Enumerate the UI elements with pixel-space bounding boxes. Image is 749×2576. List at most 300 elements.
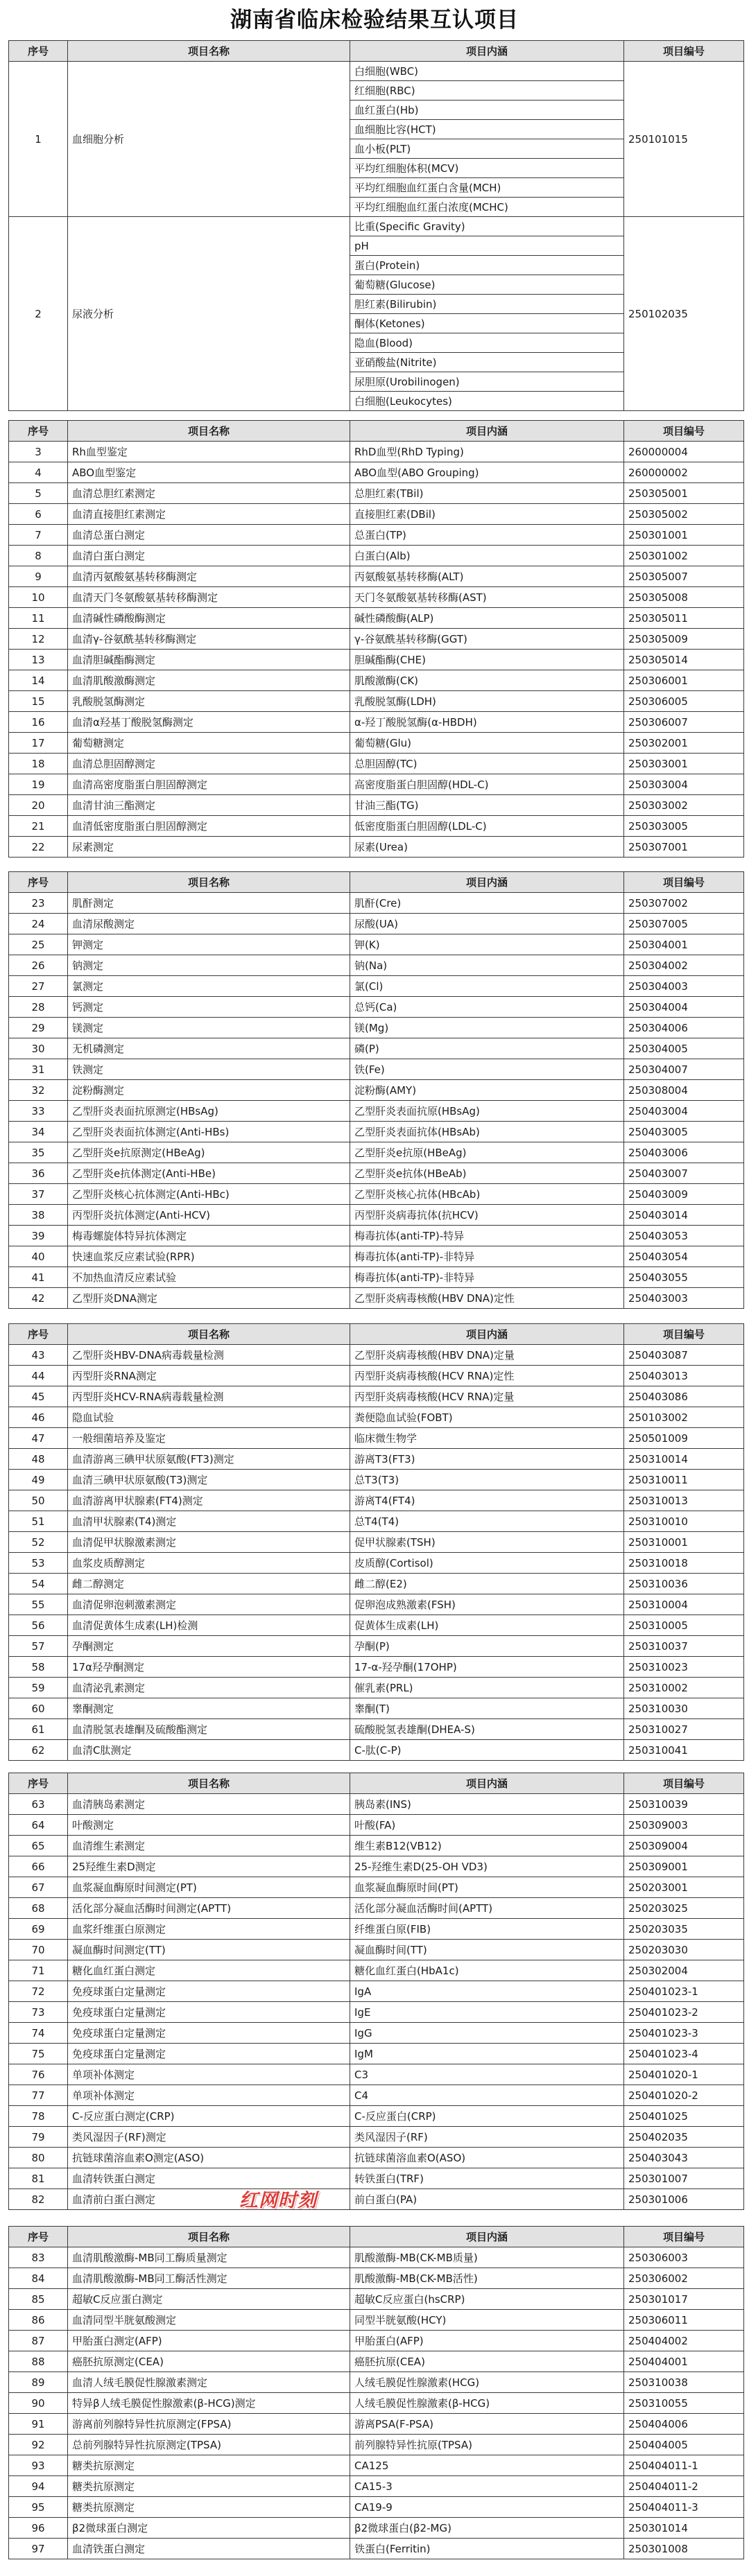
item-code: 250310037 (624, 1636, 743, 1656)
item-code: 250401023-3 (624, 2023, 743, 2043)
row-number: 73 (9, 2002, 67, 2022)
item-name: 凝血酶时间测定(TT) (68, 1940, 350, 1960)
page-title: 湖南省临床检验结果互认项目 (230, 8, 519, 33)
row-number: 33 (9, 1101, 67, 1121)
row-number: 48 (9, 1449, 67, 1469)
header-item-code: 项目编号 (624, 1773, 743, 1793)
row-number: 3 (9, 442, 67, 462)
item-content: 促卵泡成熟激素(FSH) (350, 1594, 623, 1615)
item-code: 250305002 (624, 504, 743, 524)
item-code: 260000002 (624, 462, 743, 482)
row-number: 91 (9, 2414, 67, 2434)
item-code: 250303005 (624, 816, 743, 836)
item-name: 糖类抗原测定 (68, 2497, 350, 2517)
row-number: 15 (9, 691, 67, 711)
item-name: 血浆凝血酶原时间测定(PT) (68, 1877, 350, 1897)
header-item-code: 项目编号 (624, 872, 743, 892)
item-content: 前白蛋白(PA) (350, 2189, 623, 2209)
row-number: 47 (9, 1428, 67, 1448)
item-content: 直接胆红素(DBil) (350, 504, 623, 524)
item-code: 250303004 (624, 774, 743, 794)
item-code: 250305001 (624, 483, 743, 503)
item-content: 游离T4(FT4) (350, 1490, 623, 1511)
item-content: 梅毒抗体(anti-TP)-非特异 (350, 1267, 623, 1287)
item-content: 平均红细胞血红蛋白浓度(MCHC) (350, 198, 623, 216)
item-code: 250302004 (624, 1960, 743, 1981)
row-number: 6 (9, 504, 67, 524)
row-number: 71 (9, 1960, 67, 1981)
item-code: 250203025 (624, 1898, 743, 1918)
item-code: 250301007 (624, 2168, 743, 2188)
item-name: 血清肌酸激酶测定 (68, 670, 350, 690)
item-content: 丙氨酸氨基转移酶(ALT) (350, 566, 623, 586)
row-number: 50 (9, 1490, 67, 1511)
row-number: 25 (9, 934, 67, 955)
item-content: CA15-3 (350, 2476, 623, 2496)
item-name: 血清甲状腺素(T4)测定 (68, 1511, 350, 1531)
item-name: 糖类抗原测定 (68, 2476, 350, 2496)
header-item-content: 项目内涵 (350, 421, 623, 441)
row-number: 42 (9, 1288, 67, 1308)
item-content: C-肽(C-P) (350, 1740, 623, 1760)
row-number: 54 (9, 1574, 67, 1594)
item-content: 肌酸激酶-MB(CK-MB活性) (350, 2268, 623, 2288)
row-number: 7 (9, 525, 67, 545)
row-number: 60 (9, 1698, 67, 1718)
header-no: 序号 (9, 421, 67, 441)
table-block (8, 2226, 744, 2559)
header-no: 序号 (9, 872, 67, 892)
item-name: 血清同型半胱氨酸测定 (68, 2310, 350, 2330)
row-number: 57 (9, 1636, 67, 1656)
item-content: 总胆固醇(TC) (350, 754, 623, 774)
item-code: 250403055 (624, 1267, 743, 1287)
header-no: 序号 (9, 41, 67, 61)
item-name: 丙型肝炎HCV-RNA病毒载量检测 (68, 1386, 350, 1407)
item-name: 血清前白蛋白测定 (68, 2189, 350, 2209)
item-content: ABO血型(ABO Grouping) (350, 462, 623, 482)
item-content: 癌胚抗原(CEA) (350, 2351, 623, 2372)
item-content: 淀粉酶(AMY) (350, 1080, 623, 1100)
item-code: 250403005 (624, 1122, 743, 1142)
header-item-code: 项目编号 (624, 1324, 743, 1344)
item-content: 白细胞(Leukocytes) (350, 392, 623, 410)
header-item-name: 项目名称 (68, 1773, 350, 1793)
row-number: 18 (9, 754, 67, 774)
row-number: 41 (9, 1267, 67, 1287)
item-content: RhD血型(RhD Typing) (350, 442, 623, 462)
item-name: 血清促卵泡刺激素测定 (68, 1594, 350, 1615)
watermark-logo-text: 红网时刻 (239, 2190, 317, 2211)
row-number: 83 (9, 2247, 67, 2268)
item-name: 免疫球蛋白定量测定 (68, 2023, 350, 2043)
item-code: 260000004 (624, 442, 743, 462)
header-no: 序号 (9, 1773, 67, 1793)
item-content: 白蛋白(Alb) (350, 546, 623, 566)
row-number: 1 (9, 62, 67, 216)
item-code: 250305009 (624, 629, 743, 649)
item-name: 活化部分凝血活酶时间测定(APTT) (68, 1898, 350, 1918)
item-code: 250310055 (624, 2393, 743, 2413)
row-number: 8 (9, 546, 67, 566)
item-name: 乙型肝炎表面抗原测定(HBsAg) (68, 1101, 350, 1121)
item-content: 葡萄糖(Glu) (350, 733, 623, 753)
item-code: 250305008 (624, 587, 743, 607)
row-number: 69 (9, 1919, 67, 1939)
row-number: 76 (9, 2064, 67, 2085)
item-content: 丙型肝炎病毒核酸(HCV RNA)定量 (350, 1386, 623, 1407)
table-block (8, 40, 744, 411)
item-content: 总钙(Ca) (350, 997, 623, 1017)
item-code: 250301002 (624, 546, 743, 566)
item-code: 250310004 (624, 1594, 743, 1615)
header-item-name: 项目名称 (68, 872, 350, 892)
item-content: 乙型肝炎病毒核酸(HBV DNA)定性 (350, 1288, 623, 1308)
item-content: 游离T3(FT3) (350, 1449, 623, 1469)
item-content: 类风湿因子(RF) (350, 2127, 623, 2147)
row-number: 68 (9, 1898, 67, 1918)
item-content: 肌酸激酶(CK) (350, 670, 623, 690)
row-number: 80 (9, 2148, 67, 2168)
item-content: 人绒毛膜促性腺激素(HCG) (350, 2372, 623, 2392)
row-number: 85 (9, 2289, 67, 2309)
item-name: 血清总胆红素测定 (68, 483, 350, 503)
row-number: 34 (9, 1122, 67, 1142)
item-code: 250403086 (624, 1386, 743, 1407)
item-code: 250404005 (624, 2435, 743, 2455)
item-content: 肌酐(Cre) (350, 893, 623, 913)
header-item-code: 项目编号 (624, 2227, 743, 2247)
item-name: 血浆皮质醇测定 (68, 1553, 350, 1573)
item-name: 叶酸测定 (68, 1815, 350, 1835)
item-name: 隐血试验 (68, 1407, 350, 1427)
item-name: 乙型肝炎e抗体测定(Anti-HBe) (68, 1163, 350, 1183)
item-name: 丙型肝炎抗体测定(Anti-HCV) (68, 1205, 350, 1225)
item-name: 乙型肝炎核心抗体测定(Anti-HBc) (68, 1184, 350, 1204)
row-number: 45 (9, 1386, 67, 1407)
row-number: 65 (9, 1836, 67, 1856)
item-content: 乙型肝炎表面抗体(HBsAb) (350, 1122, 623, 1142)
item-code: 250310041 (624, 1740, 743, 1760)
item-code: 250303002 (624, 795, 743, 815)
item-code: 250403087 (624, 1345, 743, 1365)
item-content: 甲胎蛋白(AFP) (350, 2331, 623, 2351)
row-number: 21 (9, 816, 67, 836)
row-number: 22 (9, 837, 67, 857)
header-item-name: 项目名称 (68, 1324, 350, 1344)
item-code: 250309003 (624, 1815, 743, 1835)
item-content: 总T4(T4) (350, 1511, 623, 1531)
row-number: 43 (9, 1345, 67, 1365)
item-code: 250404001 (624, 2351, 743, 2372)
item-name: 血清白蛋白测定 (68, 546, 350, 566)
item-code: 250103002 (624, 1407, 743, 1427)
item-name: 血清促黄体生成素(LH)检测 (68, 1615, 350, 1635)
item-name: 血清低密度脂蛋白胆固醇测定 (68, 816, 350, 836)
row-number: 78 (9, 2106, 67, 2126)
item-code: 250310018 (624, 1553, 743, 1573)
item-content: 血小板(PLT) (350, 139, 623, 158)
item-code: 250309004 (624, 1836, 743, 1856)
row-number: 97 (9, 2539, 67, 2559)
item-name: 血清尿酸测定 (68, 914, 350, 934)
item-name: 钠测定 (68, 955, 350, 975)
item-content: 镁(Mg) (350, 1018, 623, 1038)
item-code: 250102035 (624, 217, 743, 410)
item-content: 白细胞(WBC) (350, 62, 623, 80)
item-content: 总蛋白(TP) (350, 525, 623, 545)
item-name: 不加热血清反应素试验 (68, 1267, 350, 1287)
row-number: 2 (9, 217, 67, 410)
row-number: 82 (9, 2189, 67, 2209)
item-code: 250310011 (624, 1470, 743, 1490)
item-code: 250304003 (624, 976, 743, 996)
table-block (8, 420, 744, 858)
item-content: 游离PSA(F-PSA) (350, 2414, 623, 2434)
row-number: 64 (9, 1815, 67, 1835)
item-name: 尿素测定 (68, 837, 350, 857)
item-code: 250305007 (624, 566, 743, 586)
row-number: 16 (9, 712, 67, 732)
item-content: 血浆凝血酶原时间(PT) (350, 1877, 623, 1897)
header-no: 序号 (9, 1324, 67, 1344)
row-number: 90 (9, 2393, 67, 2413)
item-name: 特异β人绒毛膜促性腺激素(β-HCG)测定 (68, 2393, 350, 2413)
item-code: 250203030 (624, 1940, 743, 1960)
item-code: 250301001 (624, 525, 743, 545)
item-content: 凝血酶时间(TT) (350, 1940, 623, 1960)
item-code: 250310030 (624, 1698, 743, 1718)
item-name: 癌胚抗原测定(CEA) (68, 2351, 350, 2372)
item-name: 肌酐测定 (68, 893, 350, 913)
item-content: pH (350, 236, 623, 255)
item-code: 250203001 (624, 1877, 743, 1897)
header-item-name: 项目名称 (68, 41, 350, 61)
item-content: 肌酸激酶-MB(CK-MB质量) (350, 2247, 623, 2268)
row-number: 36 (9, 1163, 67, 1183)
row-number: 53 (9, 1553, 67, 1573)
table-block (8, 871, 744, 1309)
row-number: 46 (9, 1407, 67, 1427)
row-number: 26 (9, 955, 67, 975)
row-number: 66 (9, 1856, 67, 1877)
item-code: 250302001 (624, 733, 743, 753)
item-content: 人绒毛膜促性腺激素(β-HCG) (350, 2393, 623, 2413)
item-code: 250304001 (624, 934, 743, 955)
item-code: 250403004 (624, 1101, 743, 1121)
item-content: 乙型肝炎核心抗体(HBcAb) (350, 1184, 623, 1204)
item-code: 250310010 (624, 1511, 743, 1531)
item-code: 250403007 (624, 1163, 743, 1183)
row-number: 74 (9, 2023, 67, 2043)
item-name: 尿液分析 (68, 217, 350, 410)
item-name: 乙型肝炎表面抗体测定(Anti-HBs) (68, 1122, 350, 1142)
row-number: 87 (9, 2331, 67, 2351)
item-code: 250310001 (624, 1532, 743, 1552)
item-code: 250309001 (624, 1856, 743, 1877)
item-code: 250402035 (624, 2127, 743, 2147)
item-content: 甘油三酯(TG) (350, 795, 623, 815)
item-name: 免疫球蛋白定量测定 (68, 2044, 350, 2064)
item-code: 250306003 (624, 2247, 743, 2268)
row-number: 10 (9, 587, 67, 607)
header-item-content: 项目内涵 (350, 41, 623, 61)
item-name: 淀粉酶测定 (68, 1080, 350, 1100)
item-content: 尿胆原(Urobilinogen) (350, 372, 623, 391)
item-code: 250301008 (624, 2539, 743, 2559)
item-code: 250404011-2 (624, 2476, 743, 2496)
item-name: 血清碱性磷酸酶测定 (68, 608, 350, 628)
item-name: 血清转铁蛋白测定 (68, 2168, 350, 2188)
item-code: 250310039 (624, 1794, 743, 1814)
row-number: 52 (9, 1532, 67, 1552)
row-number: 92 (9, 2435, 67, 2455)
item-content: 血细胞比容(HCT) (350, 120, 623, 139)
item-content: 丙型肝炎病毒抗体(抗HCV) (350, 1205, 623, 1225)
item-code: 250403013 (624, 1366, 743, 1386)
header-item-content: 项目内涵 (350, 1773, 623, 1793)
item-content: 胆红素(Bilirubin) (350, 295, 623, 313)
item-content: 糖化血红蛋白(HbA1c) (350, 1960, 623, 1981)
item-content: 活化部分凝血活酶时间(APTT) (350, 1898, 623, 1918)
table-block (8, 1323, 744, 1761)
item-name: 血清游离三碘甲状原氨酸(FT3)测定 (68, 1449, 350, 1469)
item-name: 血清游离甲状腺素(FT4)测定 (68, 1490, 350, 1511)
item-name: 血清三碘甲状原氨酸(T3)测定 (68, 1470, 350, 1490)
row-number: 30 (9, 1038, 67, 1059)
item-content: 碱性磷酸酶(ALP) (350, 608, 623, 628)
item-content: IgA (350, 1981, 623, 2001)
table-block (8, 1773, 744, 2210)
item-name: 血清脱氢表雄酮及硫酸酯测定 (68, 1719, 350, 1739)
item-name: 血浆纤维蛋白原测定 (68, 1919, 350, 1939)
item-code: 250401023-4 (624, 2044, 743, 2064)
item-code: 250310023 (624, 1657, 743, 1677)
item-name: 血清γ-谷氨酰基转移酶测定 (68, 629, 350, 649)
item-name: 免疫球蛋白定量测定 (68, 2002, 350, 2022)
header-item-content: 项目内涵 (350, 2227, 623, 2247)
item-name: 血清胰岛素测定 (68, 1794, 350, 1814)
header-item-name: 项目名称 (68, 2227, 350, 2247)
item-content: 天门冬氨酸氨基转移酶(AST) (350, 587, 623, 607)
item-code: 250308004 (624, 1080, 743, 1100)
item-content: 转铁蛋白(TRF) (350, 2168, 623, 2188)
item-code: 250401020-2 (624, 2085, 743, 2105)
item-content: IgG (350, 2023, 623, 2043)
item-name: 血清肌酸激酶-MB同工酶质量测定 (68, 2247, 350, 2268)
item-name: 无机磷测定 (68, 1038, 350, 1059)
row-number: 58 (9, 1657, 67, 1677)
item-content: 乙型肝炎e抗原(HBeAg) (350, 1142, 623, 1163)
item-content: γ-谷氨酰基转移酶(GGT) (350, 629, 623, 649)
row-number: 37 (9, 1184, 67, 1204)
item-code: 250404002 (624, 2331, 743, 2351)
row-number: 32 (9, 1080, 67, 1100)
item-content: β2微球蛋白(β2-MG) (350, 2518, 623, 2538)
item-content: 粪便隐血试验(FOBT) (350, 1407, 623, 1427)
item-name: 血清促甲状腺激素测定 (68, 1532, 350, 1552)
item-code: 250401023-1 (624, 1981, 743, 2001)
header-item-code: 项目编号 (624, 421, 743, 441)
row-number: 62 (9, 1740, 67, 1760)
item-name: 乙型肝炎DNA测定 (68, 1288, 350, 1308)
item-content: 叶酸(FA) (350, 1815, 623, 1835)
row-number: 4 (9, 462, 67, 482)
row-number: 9 (9, 566, 67, 586)
row-number: 63 (9, 1794, 67, 1814)
item-code: 250203035 (624, 1919, 743, 1939)
item-content: 平均红细胞血红蛋白含量(MCH) (350, 178, 623, 197)
item-content: C-反应蛋白(CRP) (350, 2106, 623, 2126)
item-content: 乙型肝炎表面抗原(HBsAg) (350, 1101, 623, 1121)
row-number: 39 (9, 1226, 67, 1246)
item-code: 250403043 (624, 2148, 743, 2168)
item-content: α-羟丁酸脱氢酶(α-HBDH) (350, 712, 623, 732)
item-content: 葡萄糖(Glucose) (350, 275, 623, 294)
row-number: 40 (9, 1246, 67, 1267)
item-name: 血清高密度脂蛋白胆固醇测定 (68, 774, 350, 794)
item-content: 铁(Fe) (350, 1059, 623, 1079)
item-content: 蛋白(Protein) (350, 256, 623, 275)
item-code: 250304006 (624, 1018, 743, 1038)
item-name: 钙测定 (68, 997, 350, 1017)
watermark-logo (239, 2185, 317, 2212)
item-content: 同型半胱氨酸(HCY) (350, 2310, 623, 2330)
item-name: 梅毒螺旋体特异抗体测定 (68, 1226, 350, 1246)
item-content: 平均红细胞体积(MCV) (350, 159, 623, 177)
item-name: 血清泌乳素测定 (68, 1678, 350, 1698)
row-number: 19 (9, 774, 67, 794)
item-name: 单项补体测定 (68, 2064, 350, 2085)
row-number: 84 (9, 2268, 67, 2288)
item-content: 总胆红素(TBil) (350, 483, 623, 503)
item-name: 血清天门冬氨酸氨基转移酶测定 (68, 587, 350, 607)
item-code: 250306002 (624, 2268, 743, 2288)
item-content: 促甲状腺素(TSH) (350, 1532, 623, 1552)
row-number: 95 (9, 2497, 67, 2517)
row-number: 93 (9, 2455, 67, 2475)
row-number: 11 (9, 608, 67, 628)
row-number: 70 (9, 1940, 67, 1960)
item-name: 血清C肽测定 (68, 1740, 350, 1760)
item-content: 尿素(Urea) (350, 837, 623, 857)
item-content: 隐血(Blood) (350, 333, 623, 352)
header-item-content: 项目内涵 (350, 872, 623, 892)
item-code: 250310005 (624, 1615, 743, 1635)
item-content: 抗链球菌溶血素O(ASO) (350, 2148, 623, 2168)
item-content: 铁蛋白(Ferritin) (350, 2539, 623, 2559)
item-content: 前列腺特异性抗原(TPSA) (350, 2435, 623, 2455)
row-number: 35 (9, 1142, 67, 1163)
item-content: 乳酸脱氢酶(LDH) (350, 691, 623, 711)
item-name: 血清人绒毛膜促性腺激素测定 (68, 2372, 350, 2392)
item-code: 250404011-3 (624, 2497, 743, 2517)
row-number: 89 (9, 2372, 67, 2392)
item-code: 250304005 (624, 1038, 743, 1059)
item-code: 250101015 (624, 62, 743, 216)
item-content: 雌二醇(E2) (350, 1574, 623, 1594)
item-name: 游离前列腺特异性抗原测定(FPSA) (68, 2414, 350, 2434)
item-name: 糖类抗原测定 (68, 2455, 350, 2475)
item-name: 糖化血红蛋白测定 (68, 1960, 350, 1981)
item-code: 250304004 (624, 997, 743, 1017)
item-code: 250501009 (624, 1428, 743, 1448)
item-content: 硫酸脱氢表雄酮(DHEA-S) (350, 1719, 623, 1739)
item-code: 250310027 (624, 1719, 743, 1739)
item-content: 25-羟维生素D(25-OH VD3) (350, 1856, 623, 1877)
item-content: 酮体(Ketones) (350, 314, 623, 333)
row-number: 79 (9, 2127, 67, 2147)
